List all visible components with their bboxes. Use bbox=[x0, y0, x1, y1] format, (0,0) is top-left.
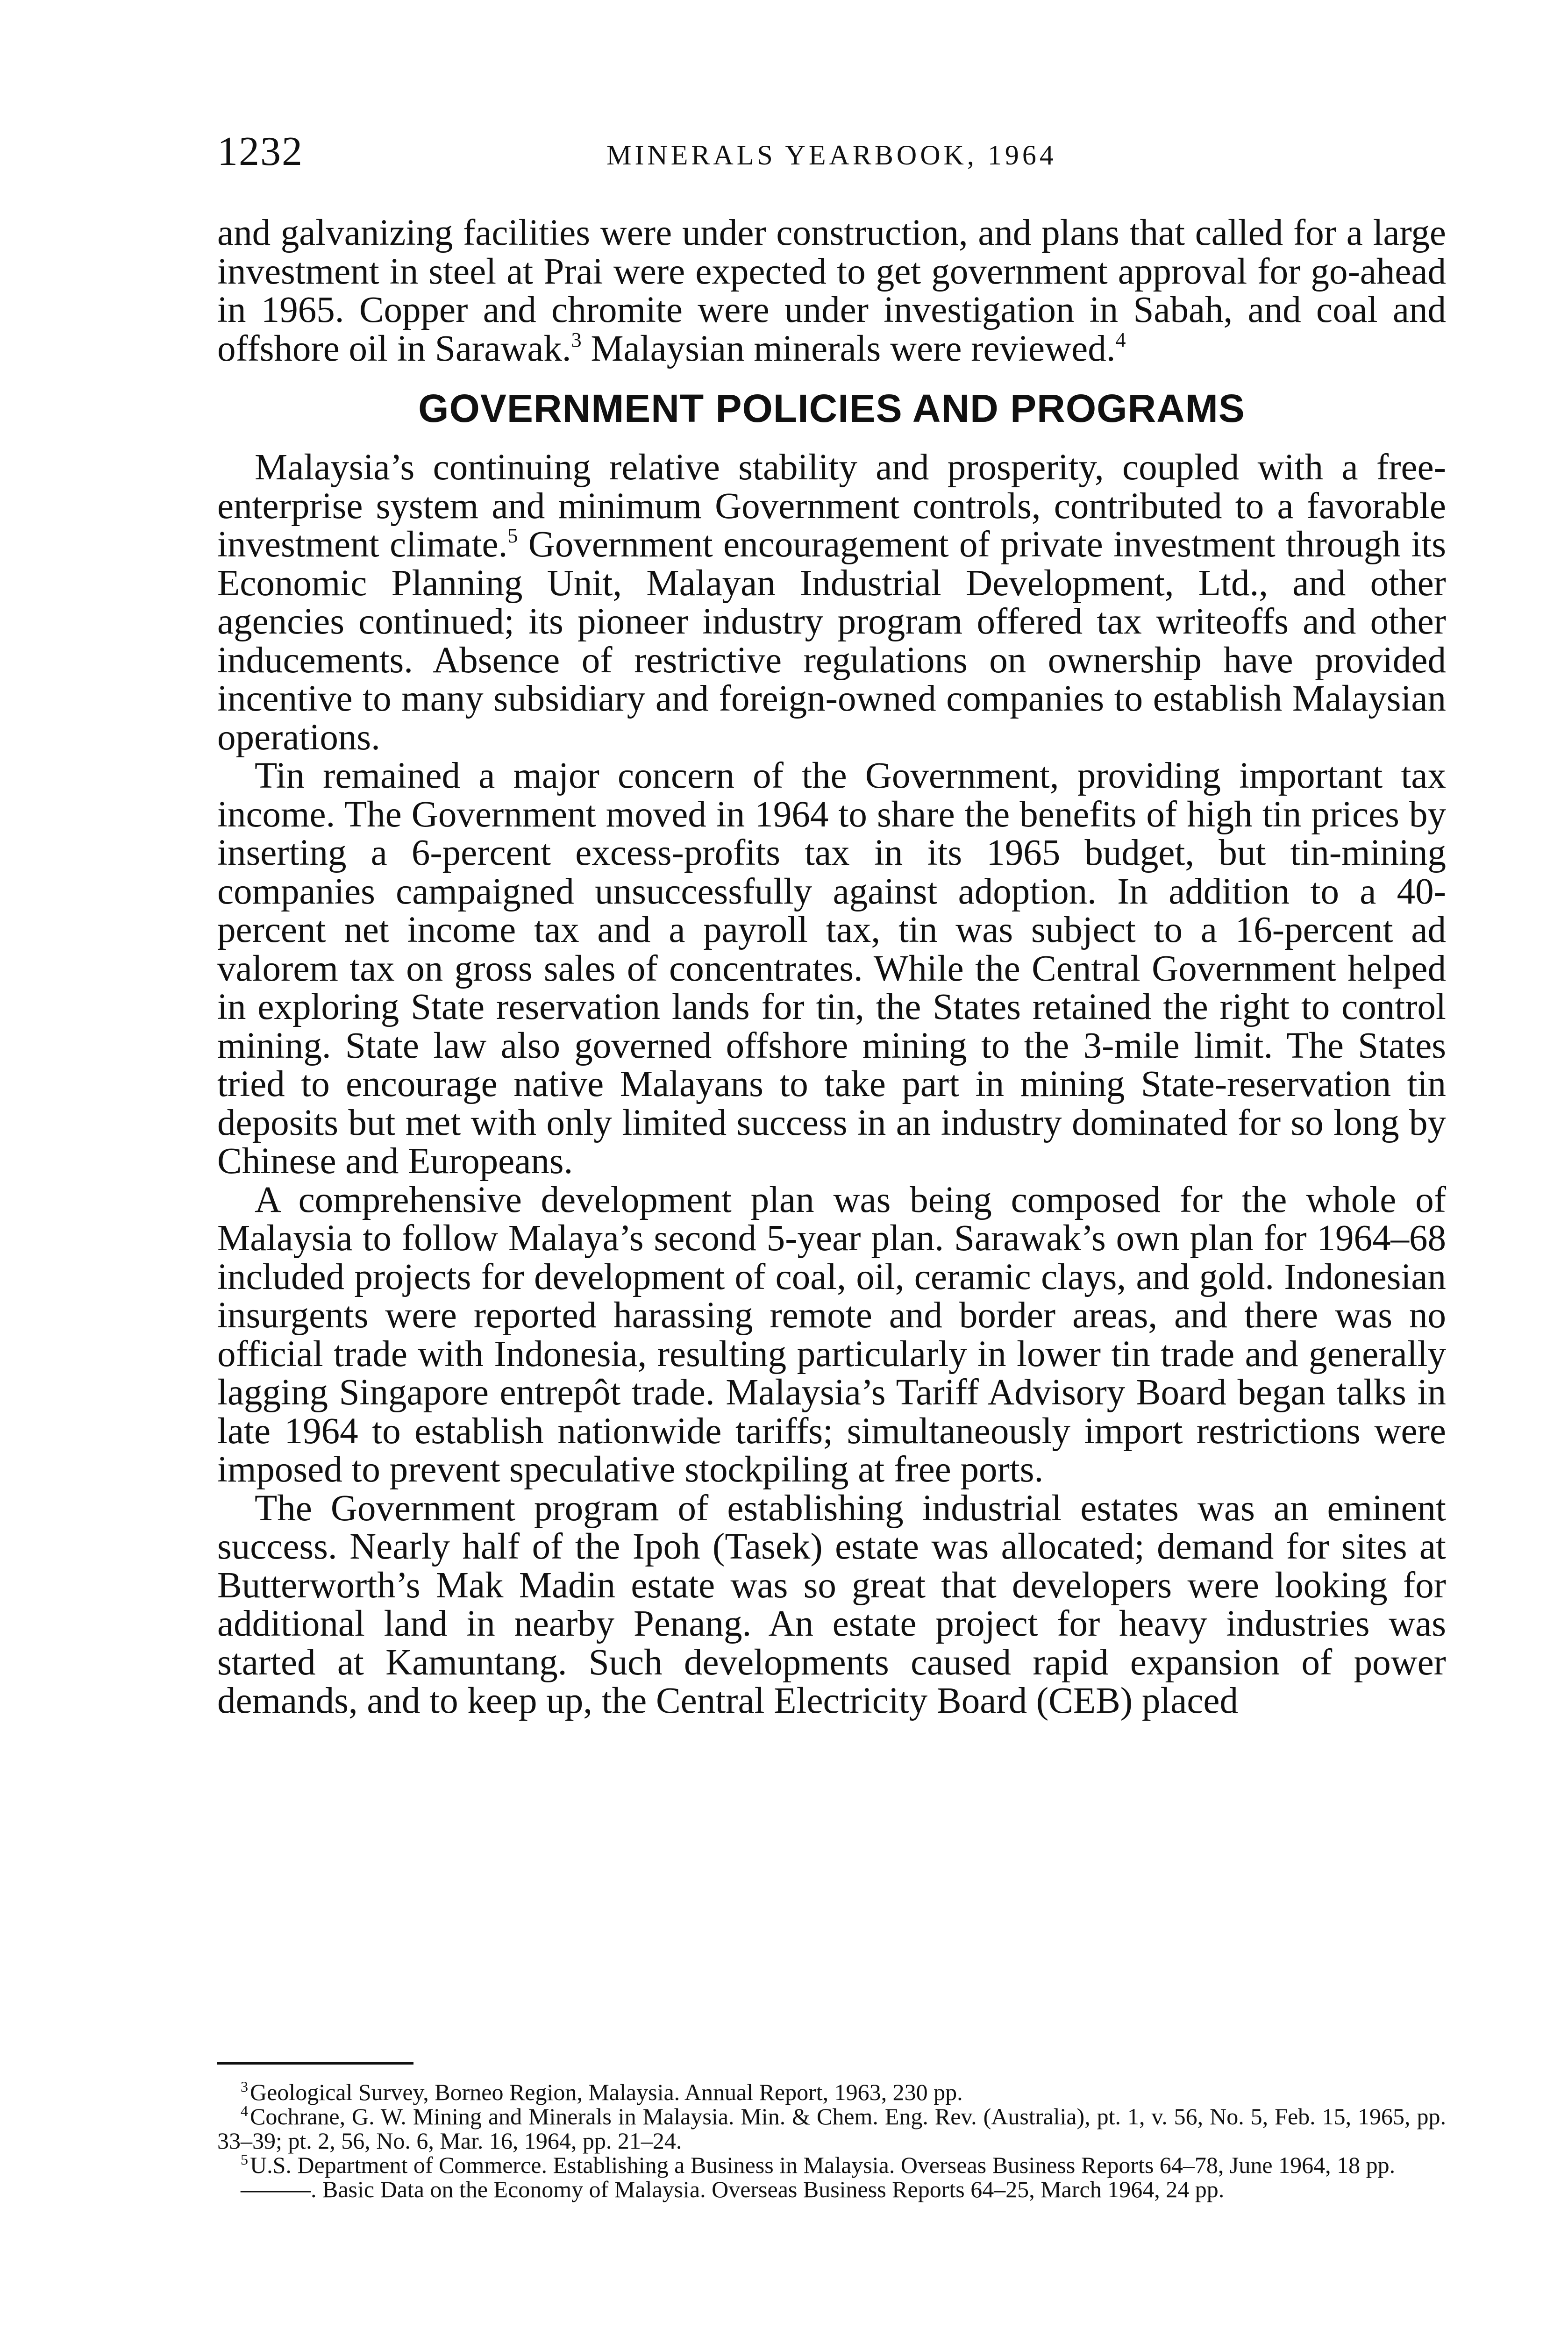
footnote-3 bbox=[217, 2080, 1446, 2104]
footnote-4 bbox=[217, 2104, 1446, 2153]
footnote-ref-4: 4 bbox=[1115, 328, 1126, 351]
paragraph-investment-a: Malaysia’s continuing relative stability and prosperity, coupled with a free-enterprise system and minimum Government controls, contributed to a favorable investment climate. bbox=[217, 447, 1446, 565]
footnote-text: ———. Basic Data on the Economy of Malaysia. Overseas Business Reports 64–25, March 1964, 24 pp. bbox=[241, 2176, 1225, 2202]
footnote-number: 4 bbox=[241, 2102, 248, 2119]
footnote-ref-5: 5 bbox=[507, 524, 518, 547]
footnote-number: 3 bbox=[241, 2078, 248, 2095]
intro-paragraph bbox=[217, 214, 1446, 368]
footnote-ref-3: 3 bbox=[571, 328, 582, 351]
paragraph-investment-b: Government encouragement of private investment through its Economic Planning Unit, Malayan Industrial Development, Ltd., and other agencies continued; its pioneer industry program offered tax writeoffs and other inducements. Absence of restrictive regulations on ownership have provided incentive to many subsidiary and foreign-owned companies to establish Malaysian operations. bbox=[217, 524, 1446, 758]
footnote-divider bbox=[217, 2062, 413, 2065]
footnotes bbox=[217, 2080, 1446, 2201]
paragraph-development-plan: A comprehensive development plan was being composed for the whole of Malaysia to follow Malaya’s second 5-year plan. Sarawak’s own plan for 1964–68 included projects for development of coal, oil, ceramic clays, and gold. Indonesian insurgents were reported harassing remote and border areas, and there was no official trade with Indonesia, resulting particularly in lower tin trade and generally lagging Singapore entrepôt trade. Malaysia’s Tariff Advisory Board began talks in late 1964 to establish nationwide tariffs; simultaneously import restrictions were imposed to prevent speculative stockpiling at free ports. bbox=[217, 1179, 1446, 1490]
body-text bbox=[217, 214, 1446, 1721]
footnote-text: Cochrane, G. W. Mining and Minerals in Malaysia. Min. & Chem. Eng. Rev. (Australia), pt. 1, v. 56, No. 5, Feb. 15, 1965, pp. 33–39; pt. 2, 56, No. 6, Mar. 16, 1964, pp. 21–24. bbox=[217, 2103, 1446, 2154]
intro-text-a: and galvanizing facilities were under construction, and plans that called for a large investment in steel at Prai were expected to get government approval for go-ahead in 1965. Copper and chromite were under investigation in Sabah, and coal and offshore oil in Sarawak. bbox=[217, 213, 1446, 369]
footnote-5-continued bbox=[217, 2177, 1446, 2201]
paragraph-tin: Tin remained a major concern of the Government, providing important tax income. The Government moved in 1964 to share the benefits of high tin prices by inserting a 6-percent excess-profits tax in its 1965 budget, but tin-mining companies campaigned unsuccessfully against adoption. In addition to a 40-percent net income tax and a payroll tax, tin was subject to a 16-percent ad valorem tax on gross sales of concentrates. While the Central Government helped in exploring State reservation lands for tin, the States retained the right to control mining. State law also governed offshore mining to the 3-mile limit. The States tried to encourage native Malayans to take part in mining State-reservation tin deposits but met with only limited success in an industry dominated for so long by Chinese and Europeans. bbox=[217, 755, 1446, 1182]
section-heading: GOVERNMENT POLICIES AND PROGRAMS bbox=[418, 386, 1245, 430]
paragraph-industrial-estates: The Government program of establishing industrial estates was an eminent success. Nearly half of the Ipoh (Tasek) estate was allocated; demand for sites at Butterworth’s Mak Madin estate was so great that developers were looking for additional land in nearby Penang. An estate project for heavy industries was started at Kamuntang. Such developments caused rapid expansion of power demands, and to keep up, the Central Electricity Board (CEB) placed bbox=[217, 1488, 1446, 1721]
footnote-text: Geological Survey, Borneo Region, Malaysia. Annual Report, 1963, 230 pp. bbox=[250, 2079, 963, 2105]
paragraph-investment bbox=[217, 449, 1446, 757]
page-number: 1232 bbox=[217, 129, 303, 174]
running-title: MINERALS YEARBOOK, 1964 bbox=[606, 140, 1057, 171]
footnote-5 bbox=[217, 2153, 1446, 2177]
footnote-text: U.S. Department of Commerce. Establishing a Business in Malaysia. Overseas Business Reports 64–78, June 1964, 18 pp. bbox=[250, 2152, 1396, 2178]
intro-text-b: Malaysian minerals were reviewed. bbox=[581, 328, 1116, 369]
footnote-number: 5 bbox=[241, 2151, 248, 2168]
running-head bbox=[217, 126, 1446, 178]
